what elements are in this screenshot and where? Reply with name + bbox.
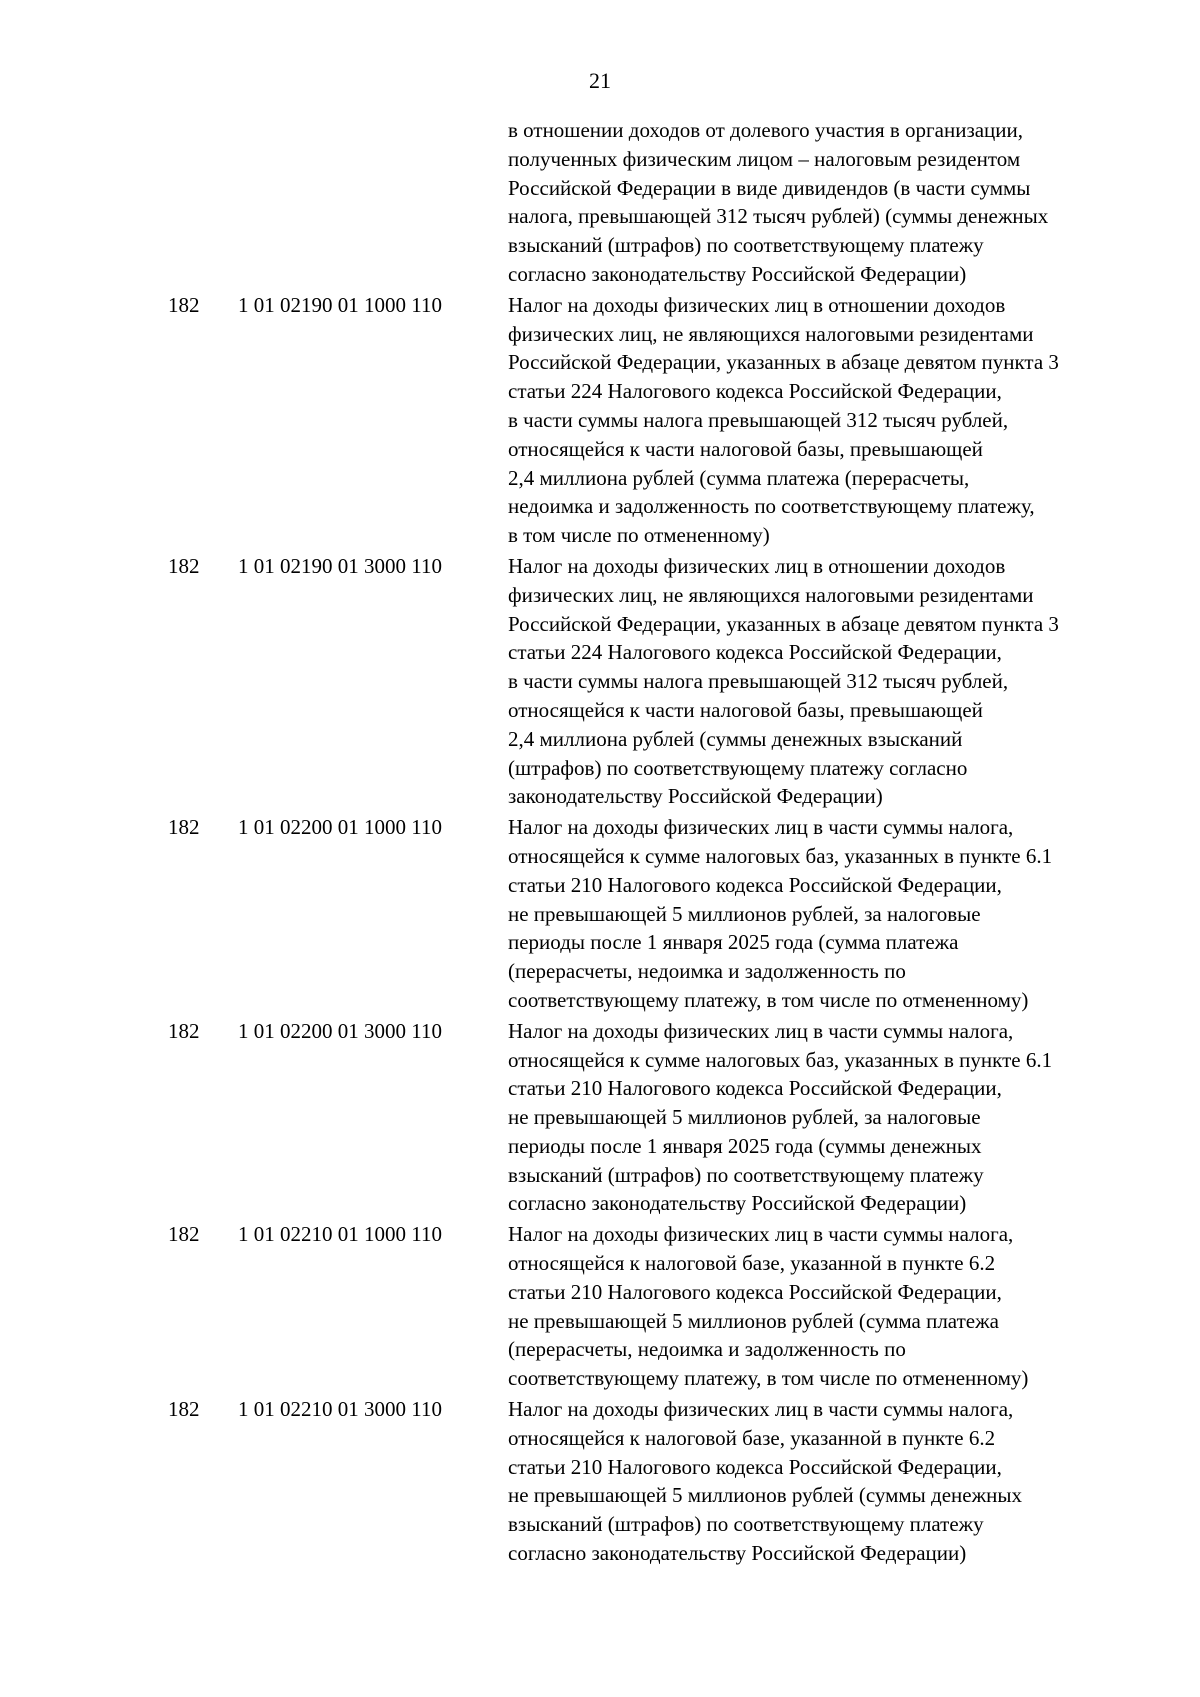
income-description <box>508 1017 1138 1219</box>
description-line: Российской Федерации, указанных в абзаце девятом пункта 3 <box>508 350 1059 375</box>
income-description <box>508 116 1138 289</box>
description-line: относящейся к части налоговой базы, превышающей <box>508 697 983 722</box>
table-row <box>0 1017 1200 1219</box>
description-line: Налог на доходы физических лиц в части суммы налога, <box>508 1222 1014 1247</box>
table-row <box>0 116 1200 289</box>
description-line: соответствующему платежу, в том числе по отмененному) <box>508 987 1029 1012</box>
description-line: относящейся к налоговой базе, указанной в пункте 6.2 <box>508 1425 996 1450</box>
description-line: (штрафов) по соответствующему платежу согласно <box>508 755 968 780</box>
budget-classification-code: 1 01 02210 01 1000 110 <box>238 1222 442 1247</box>
table-row <box>0 813 1200 1015</box>
table-row <box>0 552 1200 811</box>
income-description <box>508 552 1138 811</box>
income-description <box>508 291 1138 550</box>
description-line: взысканий (штрафов) по соответствующему платежу <box>508 1512 984 1537</box>
description-line: относящейся к сумме налоговых баз, указанных в пункте 6.1 <box>508 843 1053 868</box>
description-line: физических лиц, не являющихся налоговыми резидентами <box>508 321 1034 346</box>
description-line: соответствующему платежу, в том числе по отмененному) <box>508 1366 1029 1391</box>
description-line: статьи 224 Налогового кодекса Российской Федерации, <box>508 640 1002 665</box>
administrator-code: 182 <box>168 1397 200 1422</box>
description-line: периоды после 1 января 2025 года (суммы денежных <box>508 1133 982 1158</box>
description-line: полученных физическим лицом – налоговым резидентом <box>508 146 1021 171</box>
administrator-code: 182 <box>168 1018 200 1043</box>
description-line: не превышающей 5 миллионов рублей (суммы денежных <box>508 1483 1022 1508</box>
description-line: статьи 210 Налогового кодекса Российской Федерации, <box>508 1454 1002 1479</box>
table-row <box>0 291 1200 550</box>
description-line: Российской Федерации, указанных в абзаце девятом пункта 3 <box>508 611 1059 636</box>
budget-classification-code: 1 01 02190 01 3000 110 <box>238 553 442 578</box>
description-line: Налог на доходы физических лиц в отношении доходов <box>508 292 1006 317</box>
description-line: согласно законодательству Российской Федерации) <box>508 1191 967 1216</box>
description-line: недоимка и задолженность по соответствующему платежу, <box>508 494 1035 519</box>
description-line: в части суммы налога превышающей 312 тысяч рублей, <box>508 407 1009 432</box>
description-line: 2,4 миллиона рублей (суммы денежных взысканий <box>508 726 963 751</box>
income-description <box>508 1220 1138 1393</box>
description-line: 2,4 миллиона рублей (сумма платежа (перерасчеты, <box>508 465 970 490</box>
description-line: в отношении доходов от долевого участия в организации, <box>508 118 1024 142</box>
description-line: (перерасчеты, недоимка и задолженность по <box>508 959 906 984</box>
description-line: статьи 210 Налогового кодекса Российской Федерации, <box>508 1279 1002 1304</box>
administrator-code: 182 <box>168 815 200 840</box>
description-line: статьи 224 Налогового кодекса Российской Федерации, <box>508 379 1002 404</box>
page-number: 21 <box>589 68 611 93</box>
budget-classification-code: 1 01 02200 01 1000 110 <box>238 815 442 840</box>
description-line: не превышающей 5 миллионов рублей (сумма платежа <box>508 1308 999 1333</box>
budget-classification-code: 1 01 02210 01 3000 110 <box>238 1397 442 1422</box>
description-line: не превышающей 5 миллионов рублей, за налоговые <box>508 1105 981 1130</box>
classification-table <box>0 116 1200 1570</box>
description-line: Налог на доходы физических лиц в части суммы налога, <box>508 1397 1014 1422</box>
administrator-code: 182 <box>168 1222 200 1247</box>
description-line: относящейся к налоговой базе, указанной в пункте 6.2 <box>508 1251 996 1276</box>
administrator-code: 182 <box>168 553 200 578</box>
description-line: в том числе по отмененному) <box>508 523 770 548</box>
table-row <box>0 1220 1200 1393</box>
description-line: Налог на доходы физических лиц в части суммы налога, <box>508 1018 1014 1043</box>
description-line: налога, превышающей 312 тысяч рублей) (суммы денежных <box>508 204 1049 229</box>
income-description <box>508 813 1138 1015</box>
budget-classification-code: 1 01 02190 01 1000 110 <box>238 292 442 317</box>
description-line: взысканий (штрафов) по соответствующему платежу <box>508 233 984 258</box>
description-line: статьи 210 Налогового кодекса Российской Федерации, <box>508 1076 1002 1101</box>
description-line: (перерасчеты, недоимка и задолженность по <box>508 1337 906 1362</box>
description-line: статьи 210 Налогового кодекса Российской Федерации, <box>508 872 1002 897</box>
description-line: относящейся к части налоговой базы, превышающей <box>508 436 983 461</box>
description-line: физических лиц, не являющихся налоговыми резидентами <box>508 582 1034 607</box>
budget-classification-code: 1 01 02200 01 3000 110 <box>238 1018 442 1043</box>
description-line: законодательству Российской Федерации) <box>508 784 883 809</box>
description-line: согласно законодательству Российской Федерации) <box>508 1541 967 1566</box>
description-line: Российской Федерации в виде дивидендов (в части суммы <box>508 175 1031 200</box>
income-description <box>508 1395 1138 1568</box>
description-line: периоды после 1 января 2025 года (сумма платежа <box>508 930 959 955</box>
description-line: согласно законодательству Российской Федерации) <box>508 261 967 286</box>
table-row <box>0 1395 1200 1568</box>
description-line: относящейся к сумме налоговых баз, указанных в пункте 6.1 <box>508 1047 1053 1072</box>
description-line: Налог на доходы физических лиц в отношении доходов <box>508 553 1006 578</box>
description-line: не превышающей 5 миллионов рублей, за налоговые <box>508 901 981 926</box>
administrator-code: 182 <box>168 292 200 317</box>
description-line: взысканий (штрафов) по соответствующему платежу <box>508 1162 984 1187</box>
description-line: в части суммы налога превышающей 312 тысяч рублей, <box>508 669 1009 694</box>
description-line: Налог на доходы физических лиц в части суммы налога, <box>508 815 1014 840</box>
